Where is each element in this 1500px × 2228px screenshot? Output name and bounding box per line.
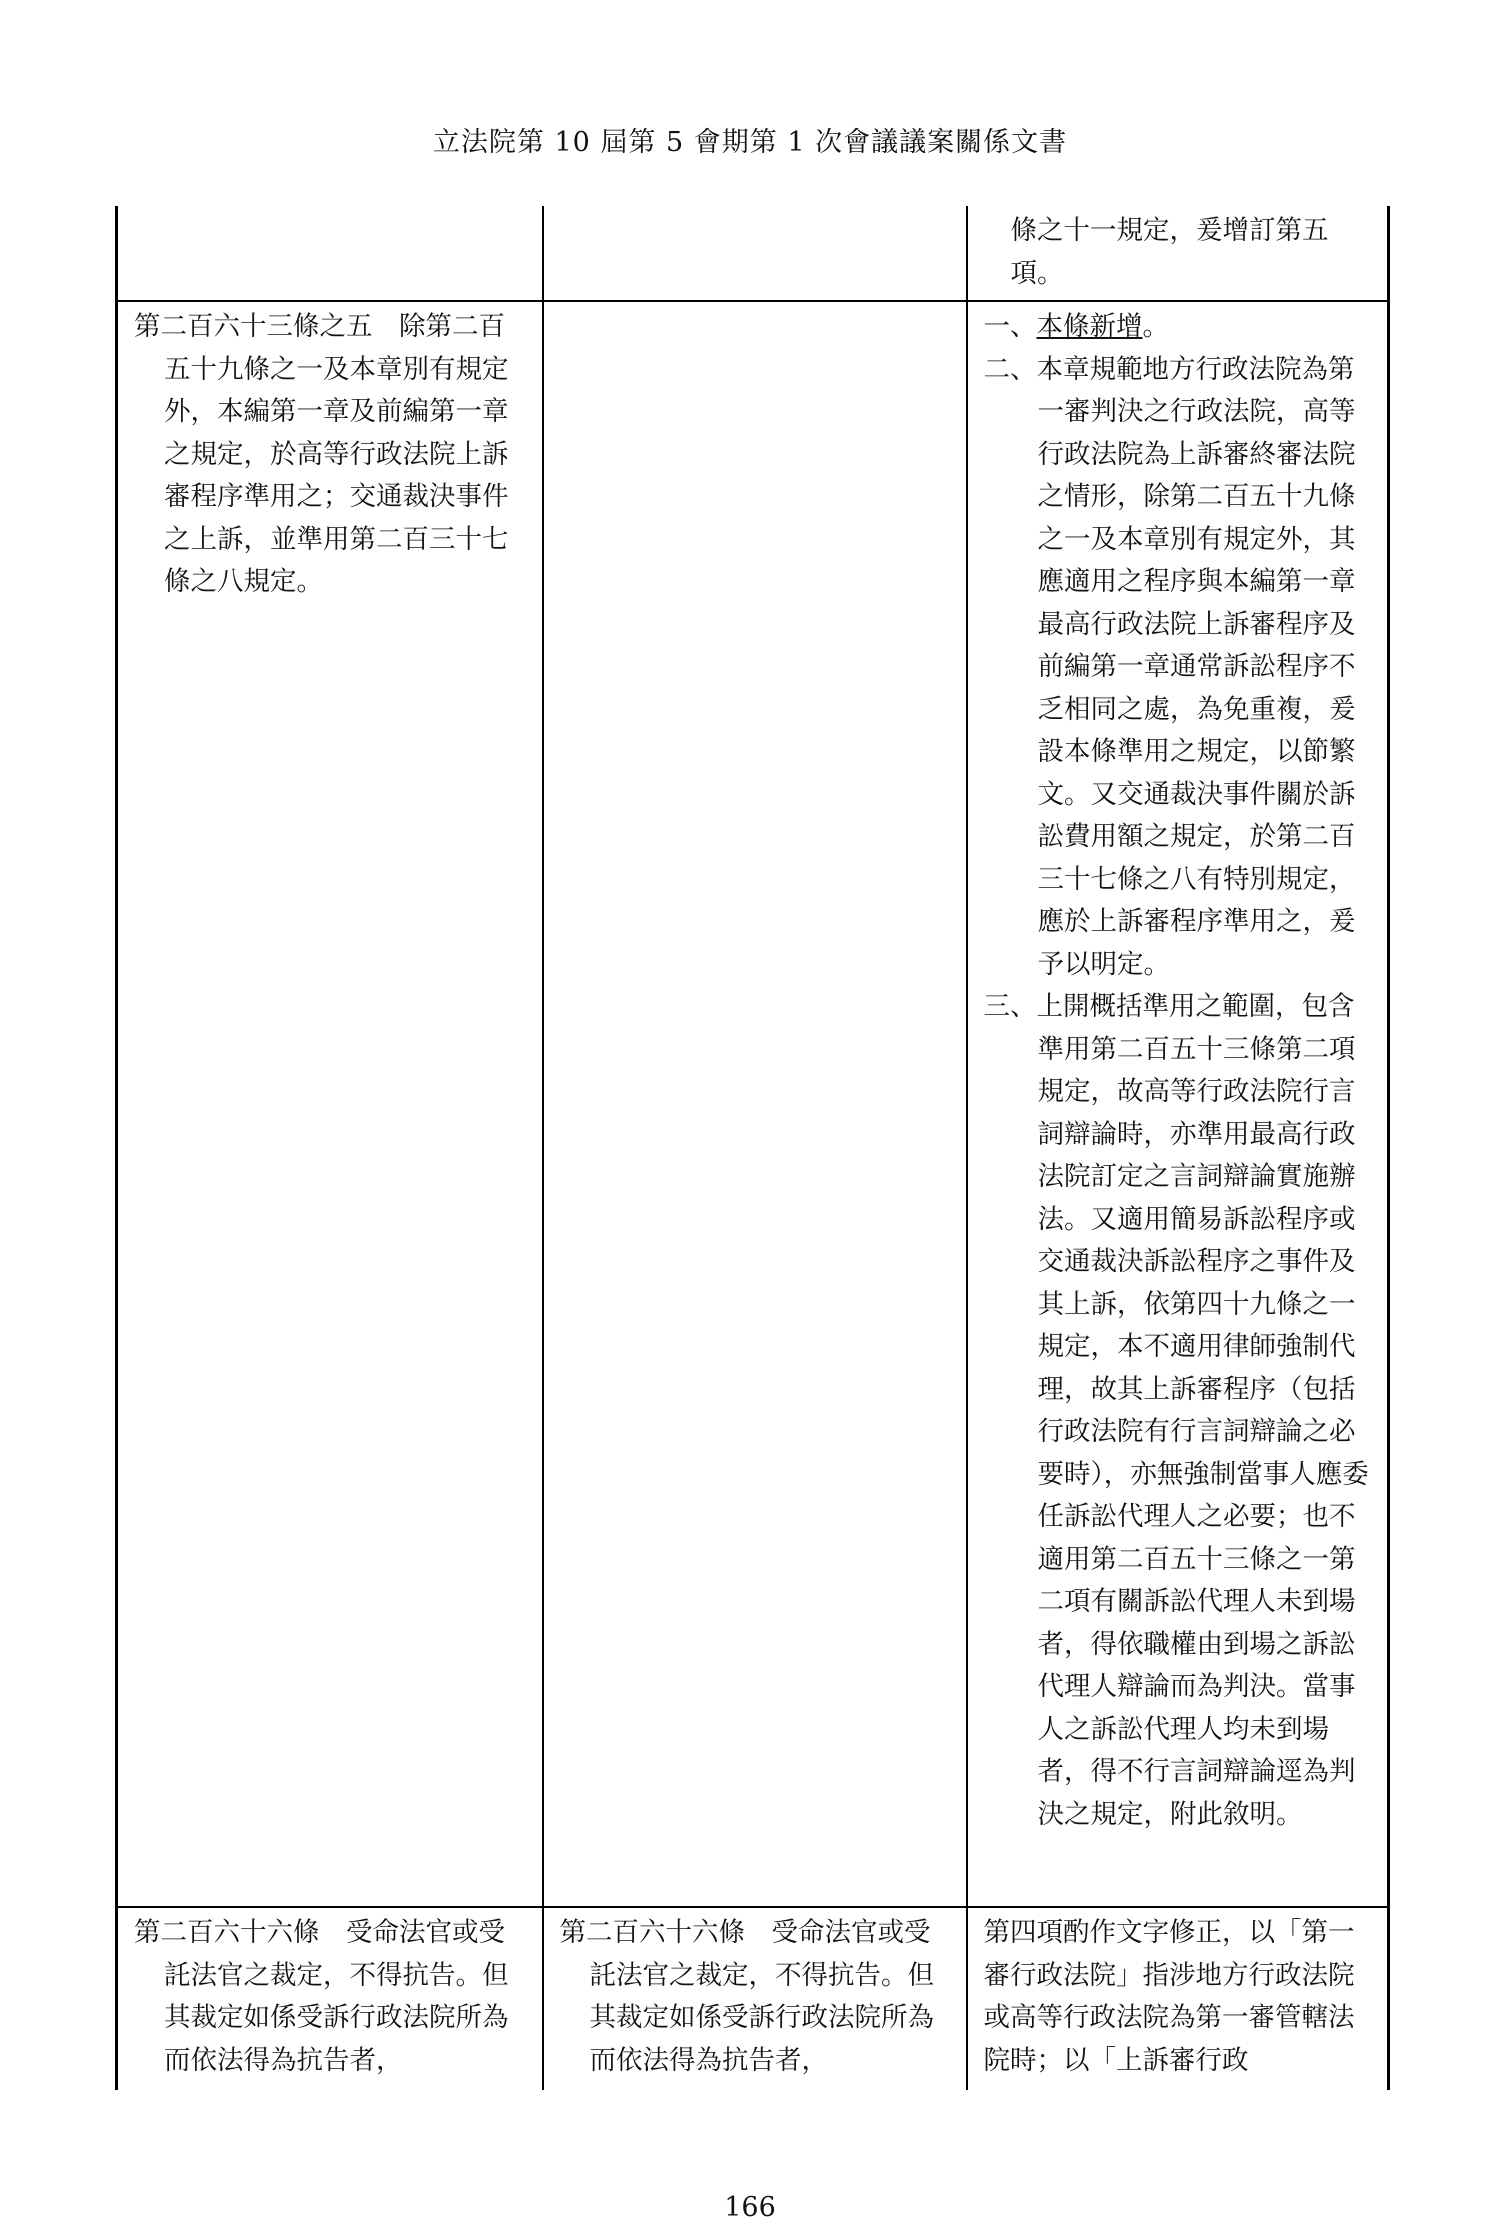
proposed-text-cell: [117, 301, 543, 1907]
item-text: 本章規範地方行政法院為第一審判決之行政法院，高等行政法院為上訴審終審法院之情形，除第二百五十九條之一及本章別有規定外，其應適用之程序與本編第一章最高行政法院上訴審程序及前編第一章通常訴訟程序不乏相同之處，為免重複，爰設本條準用之規定，以節繁文。又交通裁決事件關於訴訟費用額之規定，於第二百三十七條之八有特別規定，應於上訴審程序準用之，爰予以明定。: [1036, 353, 1356, 980]
item-marker: 二、: [983, 353, 1037, 385]
table-row: [117, 206, 1389, 301]
explanation-text: 條之十一規定，爰增訂第五項。: [1010, 215, 1329, 289]
proposed-text-cell: [117, 206, 543, 301]
item-marker: 一、: [983, 311, 1037, 342]
explanation-cell: [967, 301, 1389, 1907]
item-marker: 三、: [983, 991, 1037, 1022]
proposed-text-cell: [117, 1907, 543, 2090]
comparison-table: [115, 206, 1387, 2090]
item-tail: 。: [1142, 311, 1169, 342]
article-text: 第二百六十三條之五 除第二百五十九條之一及本章別有規定外，本編第一章及前編第一章之規定，於高等行政法院上訴審程序準用之；交通裁決事件之上訴，並準用第二百三十七條之八規定。: [134, 311, 509, 597]
table-row: [117, 301, 1389, 1907]
article-text: 第二百六十六條 受命法官或受託法官之裁定，不得抗告。但其裁定如係受訴行政法院所為而依法得為抗告者，: [134, 1917, 509, 2076]
current-text-cell: [543, 206, 967, 301]
item-text: 本條新增: [1036, 311, 1143, 342]
page-number: 166: [724, 2192, 776, 2223]
explanation-item: [983, 349, 1374, 987]
explanation-item: [983, 306, 1374, 349]
explanation-text: 第四項酌作文字修正，以「第一審行政法院」指涉地方行政法院或高等行政法院為第一審管轄法院時；以「上訴審行政: [983, 1917, 1355, 2076]
item-text: 上開概括準用之範圍，包含準用第二百五十三條第二項規定，故高等行政法院行言詞辯論時，亦準用最高行政法院訂定之言詞辯論實施辦法。又適用簡易訴訟程序或交通裁決訴訟程序之事件及其上訴，依第四十九條之一規定，本不適用律師強制代理，故其上訴審程序（包括行政法院有行言詞辯論之必要時），亦無強制當事人應委任訴訟代理人之必要；也不適用第二百五十三條之一第二項有關訴訟代理人未到場者，得依職權由到場之訴訟代理人辯論而為判決。當事人之訴訟代理人均未到場者，得不行言詞辯論逕為判決之規定，附此敘明。: [1036, 991, 1369, 1830]
table-row: [117, 1907, 1389, 2090]
explanation-item: [983, 986, 1374, 1836]
explanation-cell: [967, 206, 1389, 301]
page-header: 立法院第 10 屆第 5 會期第 1 次會議議案關係文書: [432, 127, 1068, 158]
article-text: 第二百六十六條 受命法官或受託法官之裁定，不得抗告。但其裁定如係受訴行政法院所為而依法得為抗告者，: [559, 1917, 934, 2076]
current-text-cell: [543, 1907, 967, 2090]
explanation-cell: [967, 1907, 1389, 2090]
current-text-cell: [543, 301, 967, 1907]
